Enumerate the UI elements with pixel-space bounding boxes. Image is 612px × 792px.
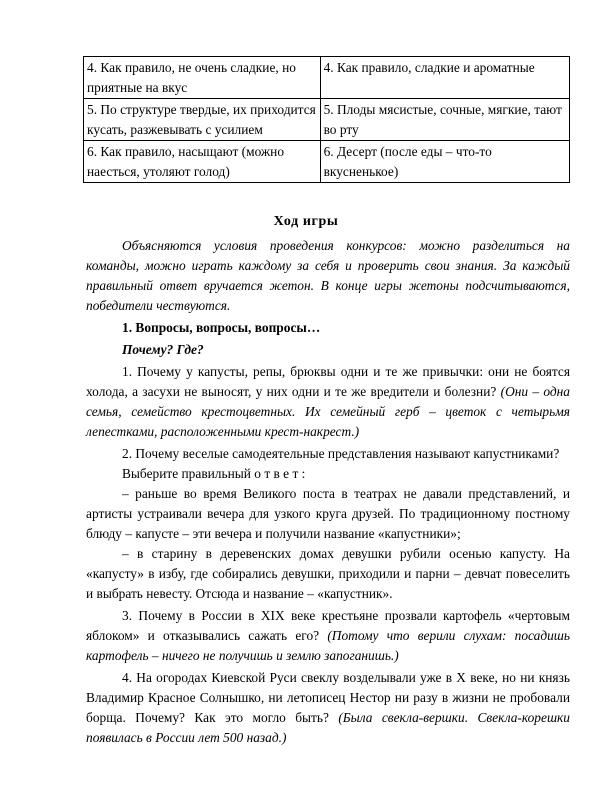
table-row (84, 99, 570, 141)
intro-paragraph: Объясняются условия проведения конкурсов: можно разделиться на команды, можно играть каждому за себя и проверить свои знания. За каждый правильный ответ вручается жетон. В конце игры жетоны подсчитываются, победители чествуются. (86, 238, 570, 313)
question-answer: (Потому что верили слухам: посадишь картофель – ничего не получишь и землю запоганишь.) (86, 628, 571, 663)
table-row (84, 141, 570, 183)
table-cell: 6. Десерт (после еды – что-то вкусненькое) (320, 141, 569, 183)
table-cell: 5. По структуре твердые, их приходится кусать, разжевывать с усилием (84, 99, 321, 141)
question-2-option-2: – в старину в деревенских домах девушки рубили осенью капусту. На «капусту» в избу, где собирались девушки, приходили и парни – девчат повеселить и выбрать невесту. Отсюда и название – «капустник». (86, 546, 570, 601)
question-answer: (Они – одна семья, семейство крестоцветных. Их семейный герб – цветок с четырьмя лепестками, расположенными крест-накрест.) (86, 384, 570, 439)
question-text: 3. Почему в России в XIX веке крестьяне прозвали картофель «чертовым яблоком» и отказывались сажать его? (86, 608, 570, 643)
question-text: 1. Почему у капусты, репы, брюквы одни и те же привычки: они не боятся холода, а засухи не выносят, у них одни и те же вредители и болезни? (86, 364, 570, 399)
question-2: 2. Почему веселые самодеятельные представления называют капустниками? (122, 446, 560, 461)
table-cell: 4. Как правило, сладкие и ароматные (320, 57, 569, 99)
table-cell: 4. Как правило, не очень сладкие, но приятные на вкус (84, 57, 321, 99)
question-3 (86, 606, 570, 666)
question-4 (86, 668, 570, 748)
question-2-choose: Выберите правильный о т в е т : (122, 466, 306, 481)
body-text (86, 236, 570, 748)
table-row (84, 57, 570, 99)
table-cell: 5. Плоды мясистые, сочные, мягкие, тают во рту (320, 99, 569, 141)
question-1 (86, 362, 570, 442)
question-2-option-1: – раньше во время Великого поста в театрах не давали представлений, и артисты устраивали вечера для узкого круга друзей. По традиционному постному блюду – капусте – эти вечера и получили название «капустники»; (86, 486, 570, 541)
game-heading: Ход игры (273, 214, 339, 229)
subsection-title: Почему? Где? (122, 342, 204, 357)
question-text: 4. На огородах Киевской Руси свеклу возделывали уже в X веке, но ни князь Владимир Красное Солнышко, ни летописец Нестор ни разу в жизни не пробовали борща. Почему? Как это могло быть? (86, 670, 570, 725)
comparison-table (83, 56, 570, 183)
table-cell: 6. Как правило, насыщают (можно наесться, утоляют голод) (84, 141, 321, 183)
question-answer: (Была свекла-вершки. Свекла-корешки появилась в России лет 500 назад.) (86, 710, 571, 745)
section-title: 1. Вопросы, вопросы, вопросы… (122, 320, 321, 335)
